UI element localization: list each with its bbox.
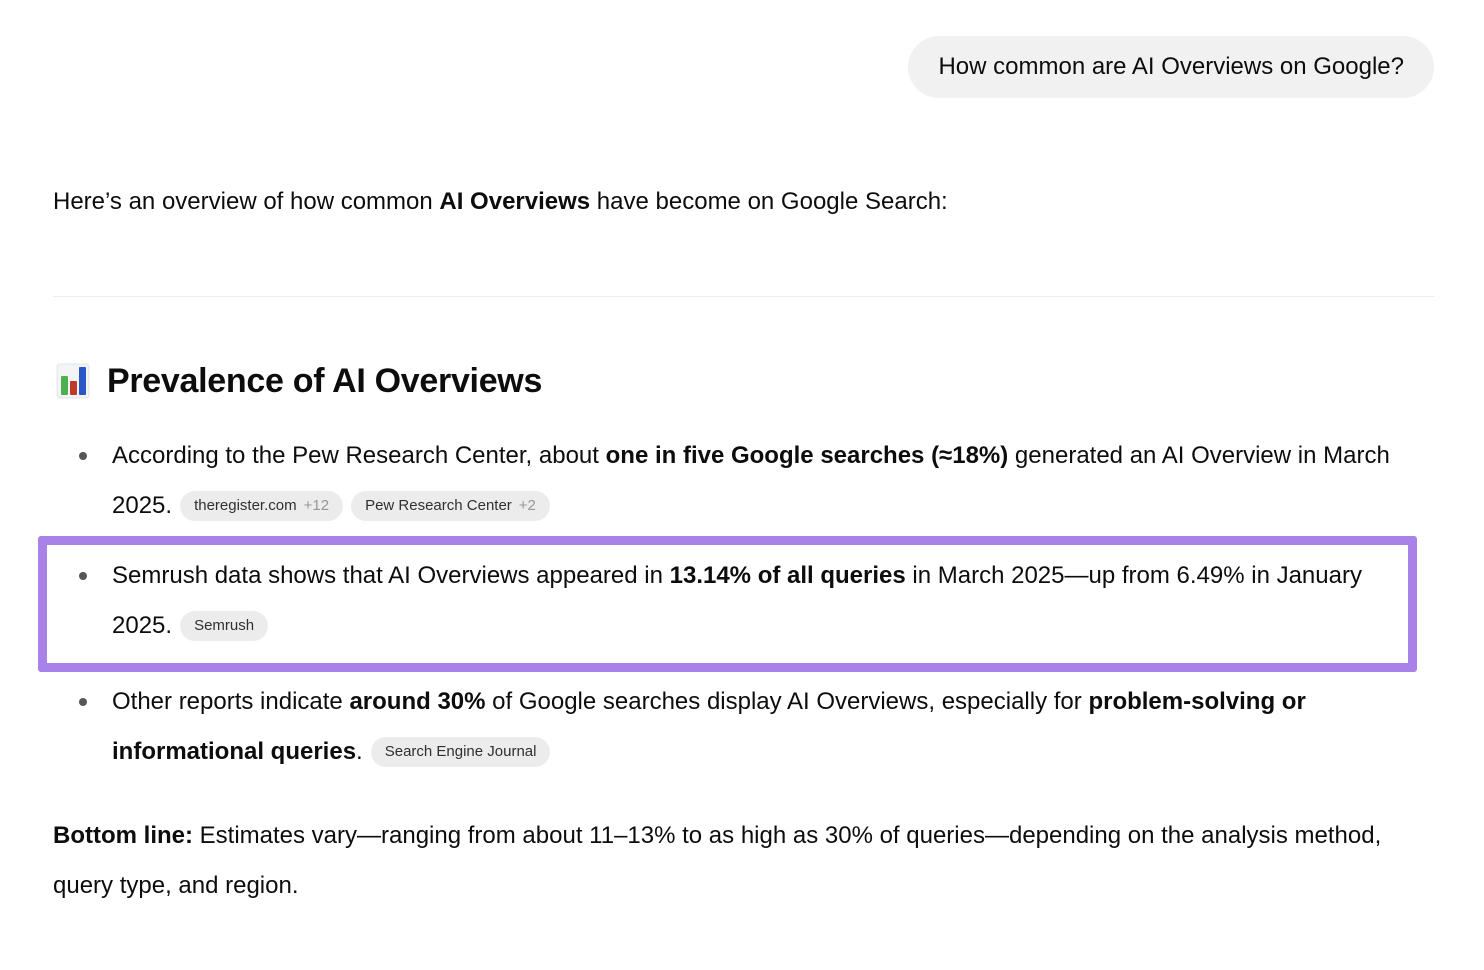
citation-extra-count: +2 — [518, 497, 536, 514]
user-message-text: How common are AI Overviews on Google? — [938, 53, 1404, 80]
text-segment: in March 2025—up from 6.49% in January 2025. — [112, 562, 1362, 639]
bullet-item — [53, 431, 1434, 531]
citation-source-label: Search Engine Journal — [384, 743, 537, 760]
text-segment: Other reports indicate — [112, 688, 350, 715]
highlight-box — [38, 536, 1417, 672]
bar-chart-emoji — [53, 361, 93, 401]
bold-text-segment: AI Overviews — [439, 188, 591, 215]
text-segment: According to the Pew Research Center, about — [112, 442, 606, 469]
bullet-item — [53, 551, 1398, 651]
text-segment: Estimates vary—ranging from about 11–13% to as high as 30% of queries—depending on the analysis method, query type, and region. — [53, 822, 1382, 899]
citation-pill[interactable] — [180, 491, 343, 521]
bold-text-segment: Bottom line: — [53, 822, 193, 849]
user-message-row — [0, 36, 1484, 98]
citation-pill[interactable] — [351, 491, 550, 521]
section-title-text: Prevalence of AI Overviews — [107, 362, 543, 400]
text-segment: Here’s an overview of how common — [53, 188, 440, 215]
intro-paragraph — [53, 186, 1434, 218]
user-message-bubble — [908, 36, 1434, 98]
bold-text-segment: problem-solving or informational queries — [112, 688, 1306, 765]
citation-source-label: Semrush — [194, 617, 255, 634]
citation-pill[interactable] — [180, 611, 268, 641]
bold-text-segment: 13.14% of all queries — [669, 562, 906, 589]
text-segment: . — [356, 738, 363, 765]
bullet-list — [53, 431, 1434, 777]
citation-source-label: theregister.com — [194, 497, 297, 514]
bottom-line-paragraph — [53, 811, 1434, 911]
bold-text-segment: one in five Google searches (≈18%) — [605, 442, 1009, 469]
citation-source-label: Pew Research Center — [365, 497, 512, 514]
text-segment: Semrush data shows that AI Overviews appeared in — [112, 562, 670, 589]
citation-pill[interactable] — [371, 737, 551, 767]
bullet-item — [53, 677, 1434, 777]
text-segment: generated an AI Overview in March 2025. — [112, 442, 1390, 519]
bold-text-segment: around 30% — [349, 688, 486, 715]
assistant-response — [0, 186, 1484, 911]
section-divider — [53, 296, 1434, 297]
text-segment: have become on Google Search: — [590, 188, 948, 215]
text-segment: of Google searches display AI Overviews, especially for — [485, 688, 1089, 715]
citation-extra-count: +12 — [303, 497, 330, 514]
section-heading — [53, 359, 1434, 403]
